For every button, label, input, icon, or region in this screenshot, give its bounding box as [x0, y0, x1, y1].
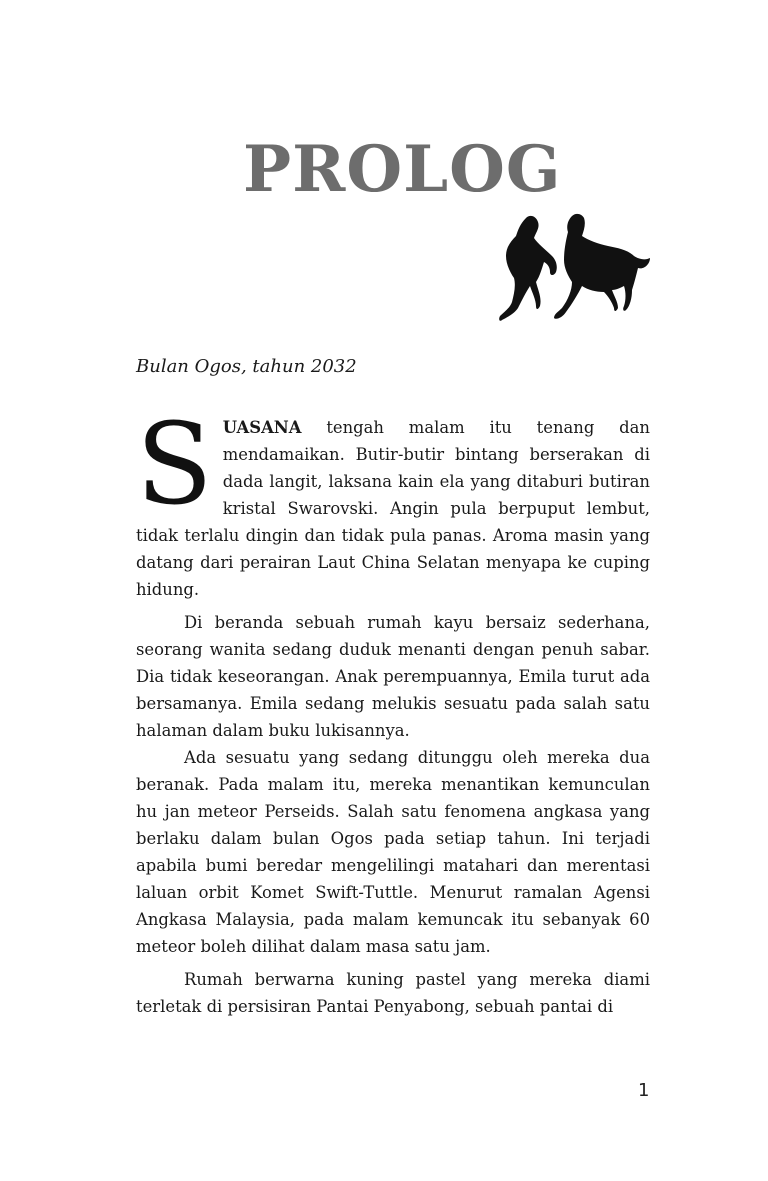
paragraph-1 — [136, 400, 650, 603]
page-number: 1 — [638, 1080, 650, 1101]
dateline: Bulan Ogos, tahun 2032 — [136, 356, 357, 377]
body-text — [136, 400, 650, 1020]
drop-cap: S — [136, 400, 213, 530]
paragraph-3: Ada sesuatu yang sedang ditunggu oleh mereka dua beranak. Pada malam itu, mereka menantikan kemunculan hu jan meteor Perseids. Salah satu fenomena angkasa yang berlaku dalam bulan Ogos pada setiap tahun. Ini terjadi apabila bumi beredar mengelilingi matahari dan merentasi laluan orbit Komet Swift-Tuttle. Menurut ramalan Agensi Angkasa Malaysia, pada malam kemuncak itu sebanyak 60 meteor boleh dilihat dalam masa satu jam. — [136, 748, 650, 956]
paragraph-2: Di beranda sebuah rumah kayu bersaiz sederhana, seorang wanita sedang duduk menanti dengan penuh sabar. Dia tidak keseorangan. Anak perempuannya, Emila turut ada bersamanya. Emila sedang melukis sesuatu pada salah satu halaman dalam buku lukisannya. — [136, 613, 650, 740]
paragraph-1-text: tengah malam itu tenang dan mendamaikan. Butir-butir bintang berserakan di dada langit, laksana kain ela yang ditaburi butiran kristal Swarovski. Angin pula berpuput lembut, tidak terlalu dingin dan tidak pula panas. Aroma masin yang datang dari perairan Laut China Selatan menyapa ke cuping hidung. — [136, 418, 650, 599]
lead-word: UASANA — [222, 418, 302, 437]
chapter-title: PROLOG — [243, 132, 562, 207]
horses-illustration-icon — [492, 210, 652, 326]
horse-left-icon — [499, 216, 557, 321]
paragraph-4: Rumah berwarna kuning pastel yang mereka diami terletak di persisiran Pantai Penyabong, sebuah pantai di — [136, 970, 650, 1016]
horse-right-icon — [554, 214, 650, 319]
